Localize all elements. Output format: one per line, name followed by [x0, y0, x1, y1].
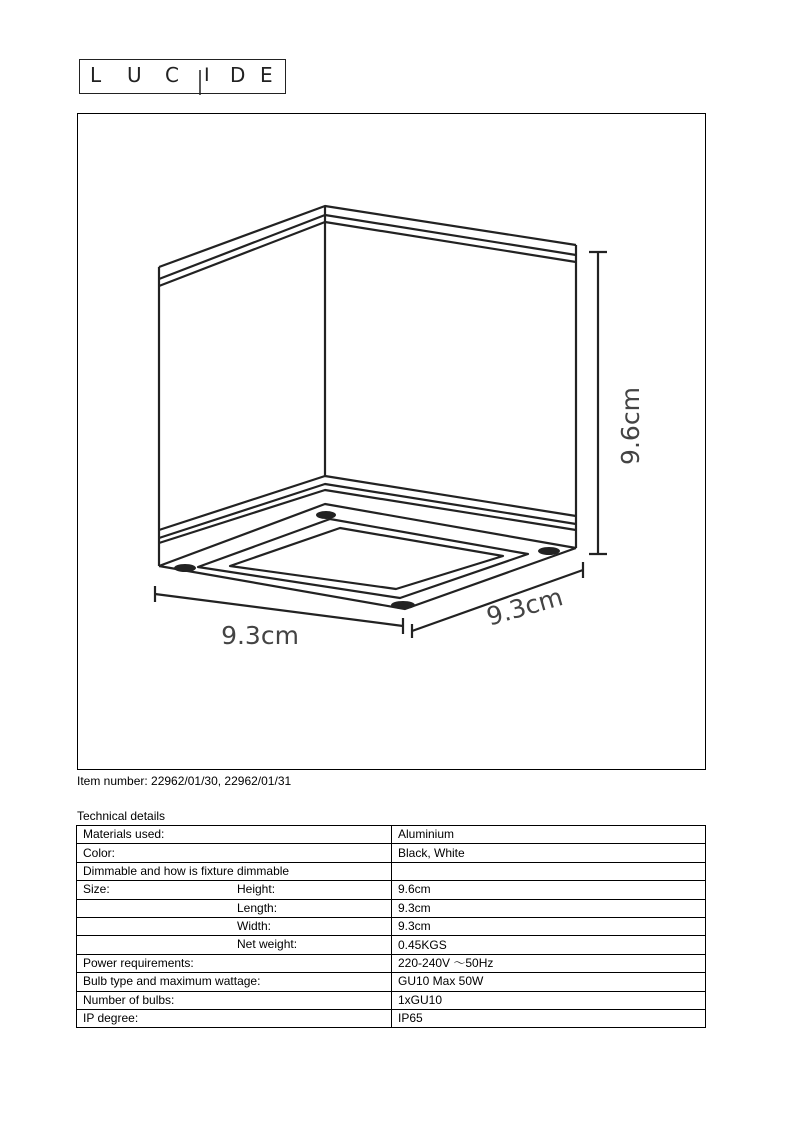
- spec-row: [77, 862, 706, 880]
- logo-letter: E: [260, 63, 273, 87]
- spec-value: [392, 862, 706, 880]
- spec-label: Power requirements:: [83, 955, 194, 970]
- spec-label-cell: [77, 844, 392, 862]
- spec-label-cell: [77, 991, 392, 1009]
- logo-letter: U: [127, 63, 142, 87]
- spec-sublabel: Net weight:: [237, 937, 298, 952]
- spec-row: [77, 917, 706, 935]
- spec-label: Dimmable and how is fixture dimmable: [83, 863, 290, 878]
- spec-label: Size:: [83, 882, 110, 897]
- spec-label-cell: [77, 954, 392, 972]
- logo-letter: I: [204, 64, 210, 86]
- spec-row: [77, 844, 706, 862]
- spec-label-cell: [77, 881, 392, 899]
- spec-value: Aluminium: [392, 826, 706, 844]
- spec-value: IP65: [392, 1009, 706, 1027]
- spec-row: [77, 954, 706, 972]
- spec-row: [77, 899, 706, 917]
- spec-value: GU10 Max 50W: [392, 973, 706, 991]
- spec-sublabel: Length:: [237, 900, 278, 915]
- spec-sublabel: Width:: [237, 918, 272, 933]
- logo-letter: D: [230, 63, 246, 87]
- product-drawing-frame: [77, 113, 706, 770]
- brand-logo: [79, 59, 286, 94]
- spec-label-cell: [77, 899, 392, 917]
- spec-sublabel: Height:: [237, 882, 276, 897]
- spec-label: Color:: [83, 845, 116, 860]
- spec-label-cell: [77, 862, 392, 880]
- width-dimension-label: 9.3cm: [221, 621, 299, 650]
- spec-label: Number of bulbs:: [83, 992, 175, 1007]
- spec-label-cell: [77, 1009, 392, 1027]
- technical-details-title: Technical details: [77, 809, 166, 823]
- technical-details-table: [76, 825, 706, 1028]
- spec-value: 9.6cm: [392, 881, 706, 899]
- spec-row: [77, 973, 706, 991]
- spec-row: [77, 826, 706, 844]
- spec-label-cell: [77, 973, 392, 991]
- spec-value: 9.3cm: [392, 917, 706, 935]
- spec-value: 1xGU10: [392, 991, 706, 1009]
- logo-letter: C: [165, 63, 179, 87]
- spec-label: Bulb type and maximum wattage:: [83, 974, 261, 989]
- item-number: Item number: 22962/01/30, 22962/01/31: [77, 774, 292, 788]
- logo-divider: [80, 60, 287, 95]
- spec-value: Black, White: [392, 844, 706, 862]
- spec-label: IP degree:: [83, 1011, 139, 1026]
- spec-row: [77, 881, 706, 899]
- spec-row: [77, 936, 706, 954]
- logo-letter: L: [90, 63, 102, 87]
- spec-label: Materials used:: [83, 827, 165, 842]
- height-dimension-label: 9.6cm: [616, 387, 645, 465]
- spec-row: [77, 991, 706, 1009]
- spec-label-cell: [77, 936, 392, 954]
- spec-value: 9.3cm: [392, 899, 706, 917]
- spec-value: 220-240V ～50Hz: [392, 954, 706, 972]
- spec-label-cell: [77, 917, 392, 935]
- spec-label-cell: [77, 826, 392, 844]
- depth-dimension-label: 9.3cm: [483, 582, 567, 632]
- spec-row: [77, 1009, 706, 1027]
- product-drawing: [78, 114, 707, 771]
- spec-value: 0.45KGS: [392, 936, 706, 954]
